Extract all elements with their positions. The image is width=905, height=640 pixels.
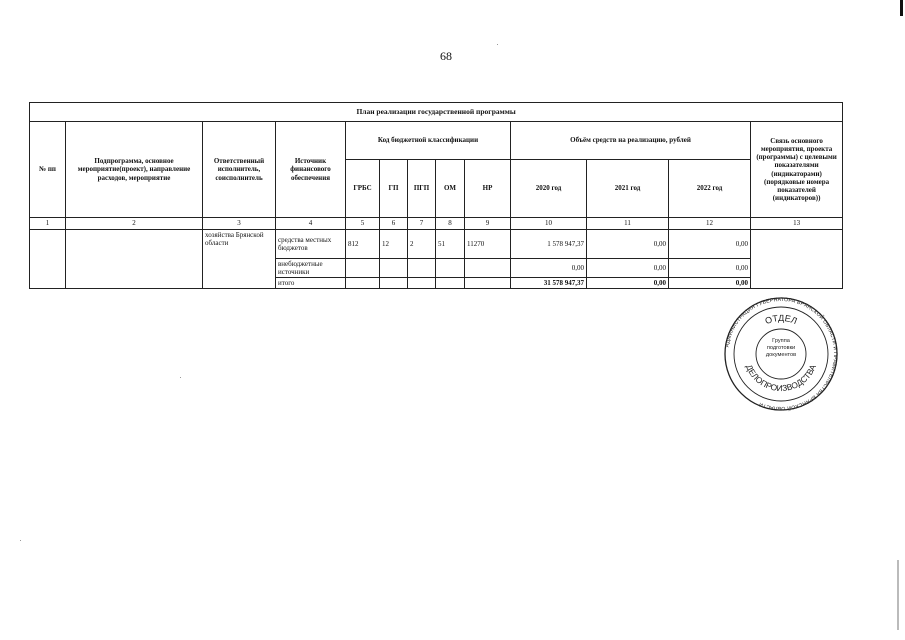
column-number: 12	[669, 218, 751, 230]
cell-2022: 0,00	[669, 230, 751, 259]
stamp-inner-bottom: ДЕЛОПРОИЗВОДСТВА	[744, 362, 818, 394]
cell-indicator-link	[751, 230, 843, 289]
cell-2021: 0,00	[587, 230, 669, 259]
header-gp: ГП	[380, 160, 408, 218]
stamp-center-text: Группа подготовки документов	[765, 338, 797, 358]
header-om: ОМ	[436, 160, 465, 218]
column-number: 2	[66, 218, 203, 230]
cell-grbs	[346, 259, 380, 278]
cell-source: внебюджетные источники	[276, 259, 346, 278]
header-indicator-link: Связь основного мероприятия, проекта (программы) с целевыми показателями (индикаторами) (порядковые номера показателей (индикаторов))	[751, 122, 843, 218]
cell-nn	[30, 230, 66, 289]
cell-source: итого	[276, 278, 346, 289]
cell-grbs: 812	[346, 230, 380, 259]
column-number: 11	[587, 218, 669, 230]
cell-pgp	[408, 259, 436, 278]
header-nn: № пп	[30, 122, 66, 218]
column-number: 1	[30, 218, 66, 230]
stamp-inner-top: ОТДЕЛ	[763, 312, 799, 327]
header-nr: НР	[465, 160, 511, 218]
header-budget-code: Код бюджетной классификации	[346, 122, 511, 160]
header-subprogram: Подпрограмма, основное мероприятие(проект), направление расходов, мероприятие	[66, 122, 203, 218]
column-number: 7	[408, 218, 436, 230]
column-number: 3	[203, 218, 276, 230]
cell-2022-total: 0,00	[669, 278, 751, 289]
program-plan-table	[29, 102, 843, 289]
scan-speck	[20, 540, 21, 541]
cell-gp: 12	[380, 230, 408, 259]
cell-gp	[380, 278, 408, 289]
cell-om: 51	[436, 230, 465, 259]
column-number: 5	[346, 218, 380, 230]
column-number: 10	[511, 218, 587, 230]
table-title: План реализации государственной программы	[30, 103, 843, 122]
header-year-2022: 2022 год	[669, 160, 751, 218]
cell-grbs	[346, 278, 380, 289]
header-pgp: ПГП	[408, 160, 436, 218]
svg-text:ОТДЕЛ	[764, 313, 799, 326]
header-responsible: Ответственный исполнитель, соисполнитель	[203, 122, 276, 218]
cell-2022: 0,00	[669, 259, 751, 278]
cell-source: средства местных бюджетов	[276, 230, 346, 259]
cell-responsible: хозяйства Брянской области	[203, 230, 276, 289]
cell-2020: 0,00	[511, 259, 587, 278]
column-number: 9	[465, 218, 511, 230]
cell-2020: 1 578 947,37	[511, 230, 587, 259]
cell-nr	[465, 278, 511, 289]
cell-om	[436, 259, 465, 278]
table-row	[30, 230, 843, 259]
header-year-2021: 2021 год	[587, 160, 669, 218]
cell-pgp: 2	[408, 230, 436, 259]
cell-2020-total: 31 578 947,37	[511, 278, 587, 289]
header-source: Источник финансового обеспечения	[276, 122, 346, 218]
cell-2021-total: 0,00	[587, 278, 669, 289]
column-number: 13	[751, 218, 843, 230]
column-number: 6	[380, 218, 408, 230]
column-number: 4	[276, 218, 346, 230]
header-year-2020: 2020 год	[511, 160, 587, 218]
cell-subprogram	[66, 230, 203, 289]
cell-pgp	[408, 278, 436, 289]
scan-edge-shadow	[897, 560, 899, 630]
scan-speck	[497, 44, 498, 45]
stamp-outer-text: АДМИНИСТРАЦИЯ ГУБЕРНАТОРА БРЯНСКОЙ ОБЛАСТИ И ПРАВИТЕЛЬСТВА БРЯНСКОЙ ОБЛАСТИ	[724, 297, 839, 412]
column-number: 8	[436, 218, 465, 230]
scan-edge-mark	[900, 0, 903, 16]
cell-nr: 11270	[465, 230, 511, 259]
cell-gp	[380, 259, 408, 278]
cell-om	[436, 278, 465, 289]
cell-nr	[465, 259, 511, 278]
header-grbs: ГРБС	[346, 160, 380, 218]
office-stamp	[718, 297, 844, 412]
scan-speck	[180, 377, 181, 378]
header-volume: Объём средств на реализацию, рублей	[511, 122, 751, 160]
page-number: 68	[440, 49, 452, 63]
cell-2021: 0,00	[587, 259, 669, 278]
